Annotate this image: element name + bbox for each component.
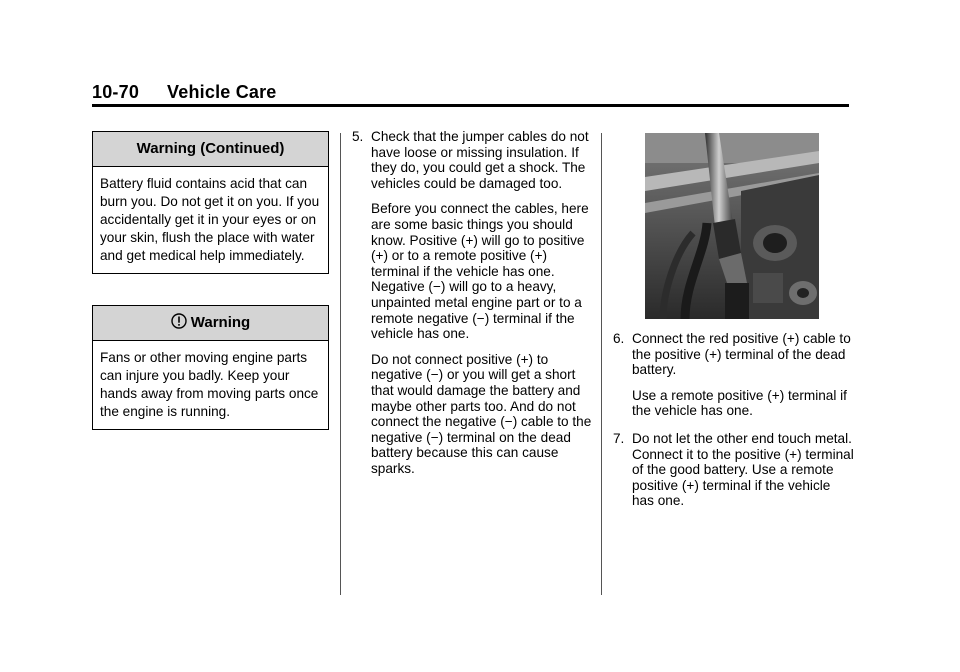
warning-fans-body: Fans or other moving engine parts can injure you badly. Keep your hands away from moving parts once the engine is running. xyxy=(100,350,319,419)
warning-continued-box xyxy=(92,131,329,274)
column-divider xyxy=(340,133,341,595)
warning-fans-box xyxy=(92,305,329,430)
jumper-cable-engine-photo xyxy=(645,133,819,319)
step-5 xyxy=(352,129,592,191)
instructions-column-2 xyxy=(352,129,592,476)
step-6-paragraph: Use a remote positive (+) terminal if the vehicle has one. xyxy=(632,387,847,419)
warning-continued-title: Warning (Continued) xyxy=(93,132,328,167)
step-5-paragraph: Before you connect the cables, here are some basic things you should know. Positive (+) will go to positive (+) or to a remote positive (+) terminal if the vehicle has one. Negative (−) will go to a heavy, unpainted metal engine part or to a remote negative (−) terminal if the vehicle has one. xyxy=(371,201,589,342)
warning-continued-body: Battery fluid contains acid that can burn you. Do not get it on you. If you accidentally get it in your eyes or on your skin, flush the place with water and get medical help immediately. xyxy=(100,176,320,263)
step-text: Connect the red positive (+) cable to the positive (+) terminal of the dead battery. xyxy=(632,331,851,378)
step-text: Do not let the other end touch metal. Connect it to the positive (+) terminal of the good battery. Use a remote positive (+) terminal if the vehicle has one. xyxy=(632,430,854,509)
step-text: Check that the jumper cables do not have loose or missing insulation. If they do, you could get a shock. The vehicles could be damaged too. xyxy=(371,129,589,191)
section-title: Vehicle Care xyxy=(167,82,277,102)
step-number: 7. xyxy=(613,430,625,446)
warning-icon xyxy=(171,313,187,329)
step-number: 6. xyxy=(613,331,625,346)
page-header xyxy=(92,82,277,103)
step-5-paragraph: Do not connect positive (+) to negative (−) or you will get a short that would damage the battery and maybe other parts too. And do not connect the negative (−) cable to the negative (−) terminal on the dead battery because this can cause sparks. xyxy=(371,351,592,476)
page-number: 10-70 xyxy=(92,82,140,102)
warning-fans-title: Warning xyxy=(190,314,251,331)
header-rule xyxy=(92,104,849,107)
step-6 xyxy=(613,331,855,378)
instructions-column-3 xyxy=(613,331,855,509)
step-7 xyxy=(613,431,855,509)
warning-fans-header xyxy=(93,306,328,341)
step-number: 5. xyxy=(352,129,364,144)
column-divider xyxy=(601,133,602,595)
